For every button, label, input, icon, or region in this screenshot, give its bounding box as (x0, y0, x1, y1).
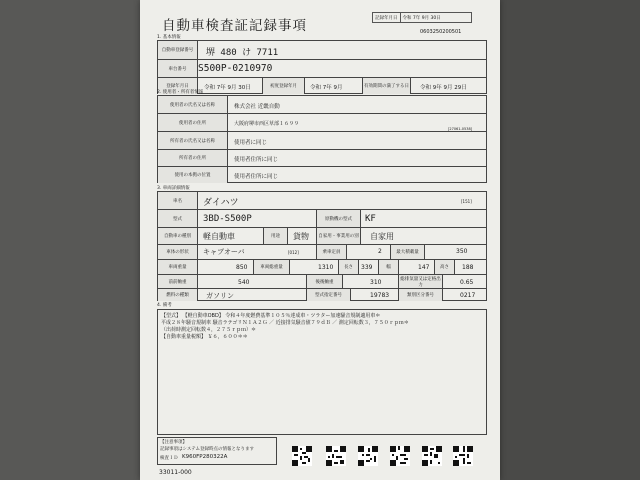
document-number: 0603250200501 (420, 29, 462, 35)
record-date-label: 記録年月日 (373, 13, 401, 22)
width-label: 幅 (379, 260, 399, 274)
maker-value: ダイハツ (203, 198, 239, 208)
shape-code: [012] (288, 250, 299, 255)
displacement-value: 0.65 (460, 279, 474, 286)
section-basic-title: 1. 基本情報 (157, 35, 181, 40)
use-label: 用途 (264, 228, 288, 244)
model-label: 型式 (158, 210, 198, 227)
remark-line: （出荷時測定回転数４，２７５ｒｐｍ）＊ (161, 327, 257, 333)
footer-notice-box (157, 437, 277, 465)
length-label: 長さ (339, 260, 359, 274)
remark-line: 平成２８年騒音規制車 騒音ラテゴリＮ１Ａ２Ｇ ／ 近接排気騒音値７９ｄＢ ／ 測定回転数３，７５０ｒｐｍ＊ (161, 320, 409, 326)
gross-label: 車両総重量 (254, 260, 290, 274)
notice-text: 記録事項はシステム登録時点の情報となります (160, 447, 255, 452)
maker-label: 車名 (158, 192, 198, 209)
qr-code-icon (390, 446, 410, 466)
qr-code-icon (358, 446, 378, 466)
document-title: 自動車検査証記録事項 (162, 18, 307, 34)
form-number: 33011-000 (159, 469, 192, 476)
record-date-value: 令和 7年 9月 30日 (402, 15, 441, 21)
qr-code-icon (453, 446, 473, 466)
record-date-box (372, 12, 472, 23)
first-reg-label: 登録年月日 (158, 78, 198, 94)
kind-label: 自動車の種別 (158, 228, 198, 244)
purpose-value: 自家用 (370, 232, 394, 241)
gross-value: 1310 (318, 264, 334, 271)
qr-code-icon (292, 446, 312, 466)
section-remarks-title: 4. 備考 (157, 303, 172, 308)
cap-value: 2 (378, 248, 382, 255)
section-detail-title: 3. 車両詳細情報 (157, 186, 190, 191)
notice-title: 【注意事項】 (160, 440, 187, 445)
engine-label: 原動機の型式 (317, 210, 361, 227)
reg-label: 自動車登録番号 (158, 41, 198, 59)
user-addr-label: 使用者の住所 (158, 114, 228, 131)
background-left (0, 0, 140, 480)
first-year-label: 初度登録年月 (263, 78, 305, 94)
vin-label: 車台番号 (158, 60, 198, 77)
load-value: 350 (456, 248, 468, 255)
front-axle-value: 540 (238, 279, 250, 286)
qr-code-icon (422, 446, 442, 466)
base-value: 使用者住所に同じ (234, 174, 279, 180)
weight-value: 850 (236, 264, 248, 271)
qr-code-icon (326, 446, 346, 466)
height-label: 高さ (435, 260, 455, 274)
first-year-value: 令和 7年 9月 (310, 85, 343, 91)
user-info-table (157, 95, 487, 183)
engine-value: KF (365, 214, 376, 224)
use-value: 貨物 (293, 232, 309, 241)
type-no-value: 19783 (370, 292, 390, 299)
cap-label: 乗車定員 (317, 245, 347, 259)
owner-name-label: 所有者の氏名又は名称 (158, 132, 228, 149)
vehicle-detail-table (157, 191, 487, 301)
weight-label: 車両重量 (158, 260, 198, 274)
height-value: 188 (462, 264, 474, 271)
fuel-label: 燃料の種類 (158, 289, 198, 301)
owner-addr-label: 所有者の住所 (158, 150, 228, 166)
class-no-value: 0217 (460, 292, 476, 299)
shape-value: キャブオーバ (203, 248, 245, 256)
fuel-value: ガソリン (206, 292, 234, 300)
maker-code: [151] (461, 199, 472, 204)
user-addr-code: [27061-0538] (448, 127, 473, 131)
width-value: 147 (418, 264, 430, 271)
rear-axle-value: 310 (370, 279, 382, 286)
expiry-label: 有効期間の満了する日 (363, 78, 411, 94)
base-label: 使用の本拠の位置 (158, 167, 228, 183)
load-label: 最大積載量 (391, 245, 425, 259)
class-no-label: 類別区分番号 (399, 289, 443, 301)
user-addr-value: 大阪府堺市西区草部１６９９ (234, 121, 300, 127)
type-no-label: 型式指定番号 (307, 289, 351, 301)
owner-name-value: 使用者に同じ (234, 140, 268, 146)
section-user-title: 2. 使用者・所有者情報 (157, 90, 204, 95)
first-reg-value: 令和 7年 9月 30日 (204, 85, 251, 91)
vin-value: S500P-0210970 (198, 63, 273, 74)
remark-line: 【型式】 【軽自動車OBD】 令和４年度燃費基準１０５％達成車・ツラター加速騒音規制適用車＊ (161, 313, 381, 319)
user-name-value: 株式会社 近畿自動 (234, 104, 280, 110)
model-value: 3BD-S500P (203, 214, 252, 224)
shape-label: 車体の形状 (158, 245, 198, 259)
remark-line: 【自動車重量税額】 ￥６，６００＊＊ (161, 334, 248, 340)
front-axle-label: 前前軸重 (158, 275, 198, 288)
basic-info-table (157, 40, 487, 94)
length-value: 339 (361, 264, 373, 271)
kind-value: 軽自動車 (203, 232, 235, 241)
inspect-id-value: K960FP280322A (182, 454, 228, 460)
expiry-value: 令和 9年 9月 29日 (420, 85, 467, 91)
remarks-box (157, 309, 487, 435)
user-name-label: 使用者の氏名又は名称 (158, 96, 228, 113)
inspect-id-label: 検査ＩＤ (160, 456, 178, 461)
inspection-certificate-document (140, 0, 500, 480)
rear-axle-label: 後後軸重 (307, 275, 343, 288)
purpose-label: 自家用・事業用の別 (317, 228, 361, 244)
reg-value: 堺 480 け 7711 (206, 48, 279, 58)
owner-addr-value: 使用者住所に同じ (234, 157, 279, 163)
background-right (500, 0, 640, 480)
displacement-label: 総排気量又は定格出力 (399, 275, 443, 288)
